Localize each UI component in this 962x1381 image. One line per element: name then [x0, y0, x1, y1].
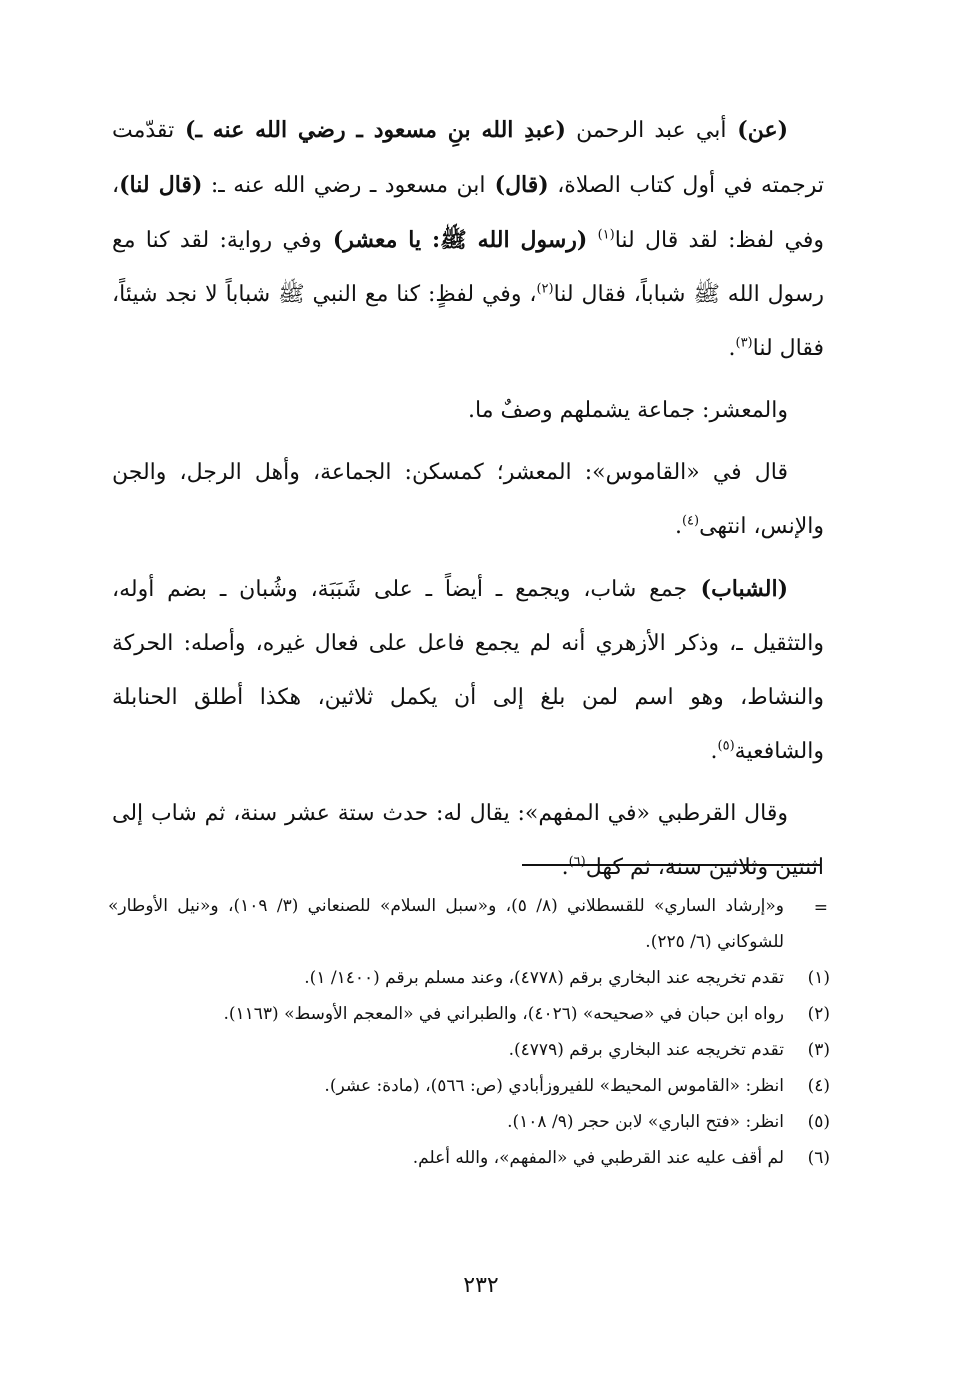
text-run: ، وفي لفظٍ: كنا مع النبي ﷺ شباباً لا نجد شيئاً، فقال لنا [112, 282, 824, 361]
page-number: ٢٣٢ [463, 1273, 499, 1298]
text-run: وقال القرطبي «في المفهم»: يقال له: حدث ستة عشر سنة، ثم شاب إلى اثنتين وثلاثين سنة، ثم كهل [112, 801, 824, 880]
footnote-4 [108, 1068, 836, 1104]
footnote-reference: (٢) [536, 281, 554, 297]
bold-text-run: (عن) [726, 117, 789, 143]
bold-text-run: (قال) [485, 172, 549, 198]
bold-text-run: (قال لنا) [119, 172, 203, 198]
footnote-number: (٦) [807, 1148, 830, 1168]
footnote-reference: (١) [597, 227, 615, 243]
footnote-divider [522, 864, 820, 866]
bold-text-run: (رسول الله ﷺ: يا معشر) [321, 227, 588, 253]
bold-text-run: (عبدِ الله بنِ مسعود ـ رضي الله عنه ـ) [174, 117, 566, 143]
text-run: وفي رواية: لقد كنا مع رسول الله ﷺ شباباً، فقال لنا [112, 228, 824, 307]
text-run [587, 228, 597, 253]
text-run: . [561, 855, 569, 880]
main-text-body [112, 103, 824, 903]
text-run: جمع شاب، ويجمع ـ أيضاً ـ على شَبَبَة، وشُبان ـ بضم أوله، والتثقيل ـ، وذكر الأزهري أنه لم يجمع فاعل على فعال غيره، وأصله: الحركة والنشاط، وهو اسم لمن بلغ إلى أن يكمل ثلاثين، هكذا أطلق الحنابلة والشافعية [112, 577, 824, 764]
footnote-continuation-mark: = [813, 898, 828, 918]
footnote-reference: (٦) [568, 854, 586, 870]
footnote-reference: (٤) [681, 513, 700, 529]
footnote-text: تقدم تخريجه عند البخاري برقم (٤٧٧٩). [508, 1040, 784, 1060]
footnote-number: (٢) [807, 1004, 830, 1024]
footnote-text: و«إرشاد الساري» للقسطلاني (٨/ ٥)، و«سبل السلام» للصنعاني (٣/ ١٠٩)، و«نيل الأوطار» للشوكاني (٦/ ٢٢٥). [108, 896, 784, 952]
footnote-number: (٣) [807, 1040, 830, 1060]
text-run: أبي عبد الرحمن [565, 118, 727, 143]
footnote-5 [108, 1104, 836, 1140]
footnote-text: لم أقف عليه عند القرطبي في «المفهم»، والله أعلم. [412, 1148, 784, 1168]
footnote-text: انظر: «القاموس المحيط» للفيروزأبادي (ص: ٥٦٦)، (مادة: عشر). [324, 1076, 784, 1096]
text-run: والمعشر: جماعة يشملهم وصفٌ ما. [468, 398, 788, 423]
footnote-1 [108, 960, 836, 996]
text-run: قال في «القاموس»: المعشر؛ كمسكن: الجماعة، وأهل الرجل، والجن والإنس، انتهى [112, 460, 824, 539]
footnote-text: رواه ابن حبان في «صحيحه» (٤٠٢٦)، والطبراني في «المعجم الأوسط» (١١٦٣). [223, 1004, 784, 1024]
footnote-6 [108, 1140, 836, 1176]
text-run: ، وفي لفظ: لقد قال لنا [112, 173, 824, 253]
footnote-reference: (٣) [735, 335, 753, 351]
paragraph-hadith-intro [112, 103, 824, 376]
text-run: ابن مسعود ـ رضي الله عنه ـ: [202, 173, 486, 198]
footnote-number: (٥) [807, 1112, 830, 1132]
footnote-number: (١) [807, 968, 830, 988]
text-run: . [710, 739, 718, 764]
footnote-continuation [108, 888, 836, 960]
footnote-text: تقدم تخريجه عند البخاري برقم (٤٧٧٨)، وعند مسلم برقم (١٤٠٠/ ١). [304, 968, 784, 988]
text-run: تقدّمت ترجمته في أول كتاب الصلاة، [112, 118, 824, 198]
paragraph-maashar-definition [112, 384, 824, 438]
footnote-number: (٤) [807, 1076, 830, 1096]
footnote-reference: (٥) [717, 738, 735, 754]
paragraph-qurtubi-quote [112, 787, 824, 895]
footnote-text: انظر: «فتح الباري» لابن حجر (٩/ ١٠٨). [507, 1112, 784, 1132]
paragraph-qamus-quote [112, 446, 824, 554]
bold-text-run: (الشباب) [687, 576, 788, 602]
paragraph-shabab-definition [112, 562, 824, 779]
footnote-3 [108, 1032, 836, 1068]
text-run: . [728, 336, 736, 361]
footnote-2 [108, 996, 836, 1032]
text-run: . [674, 514, 682, 539]
footnotes-section [108, 888, 836, 1176]
